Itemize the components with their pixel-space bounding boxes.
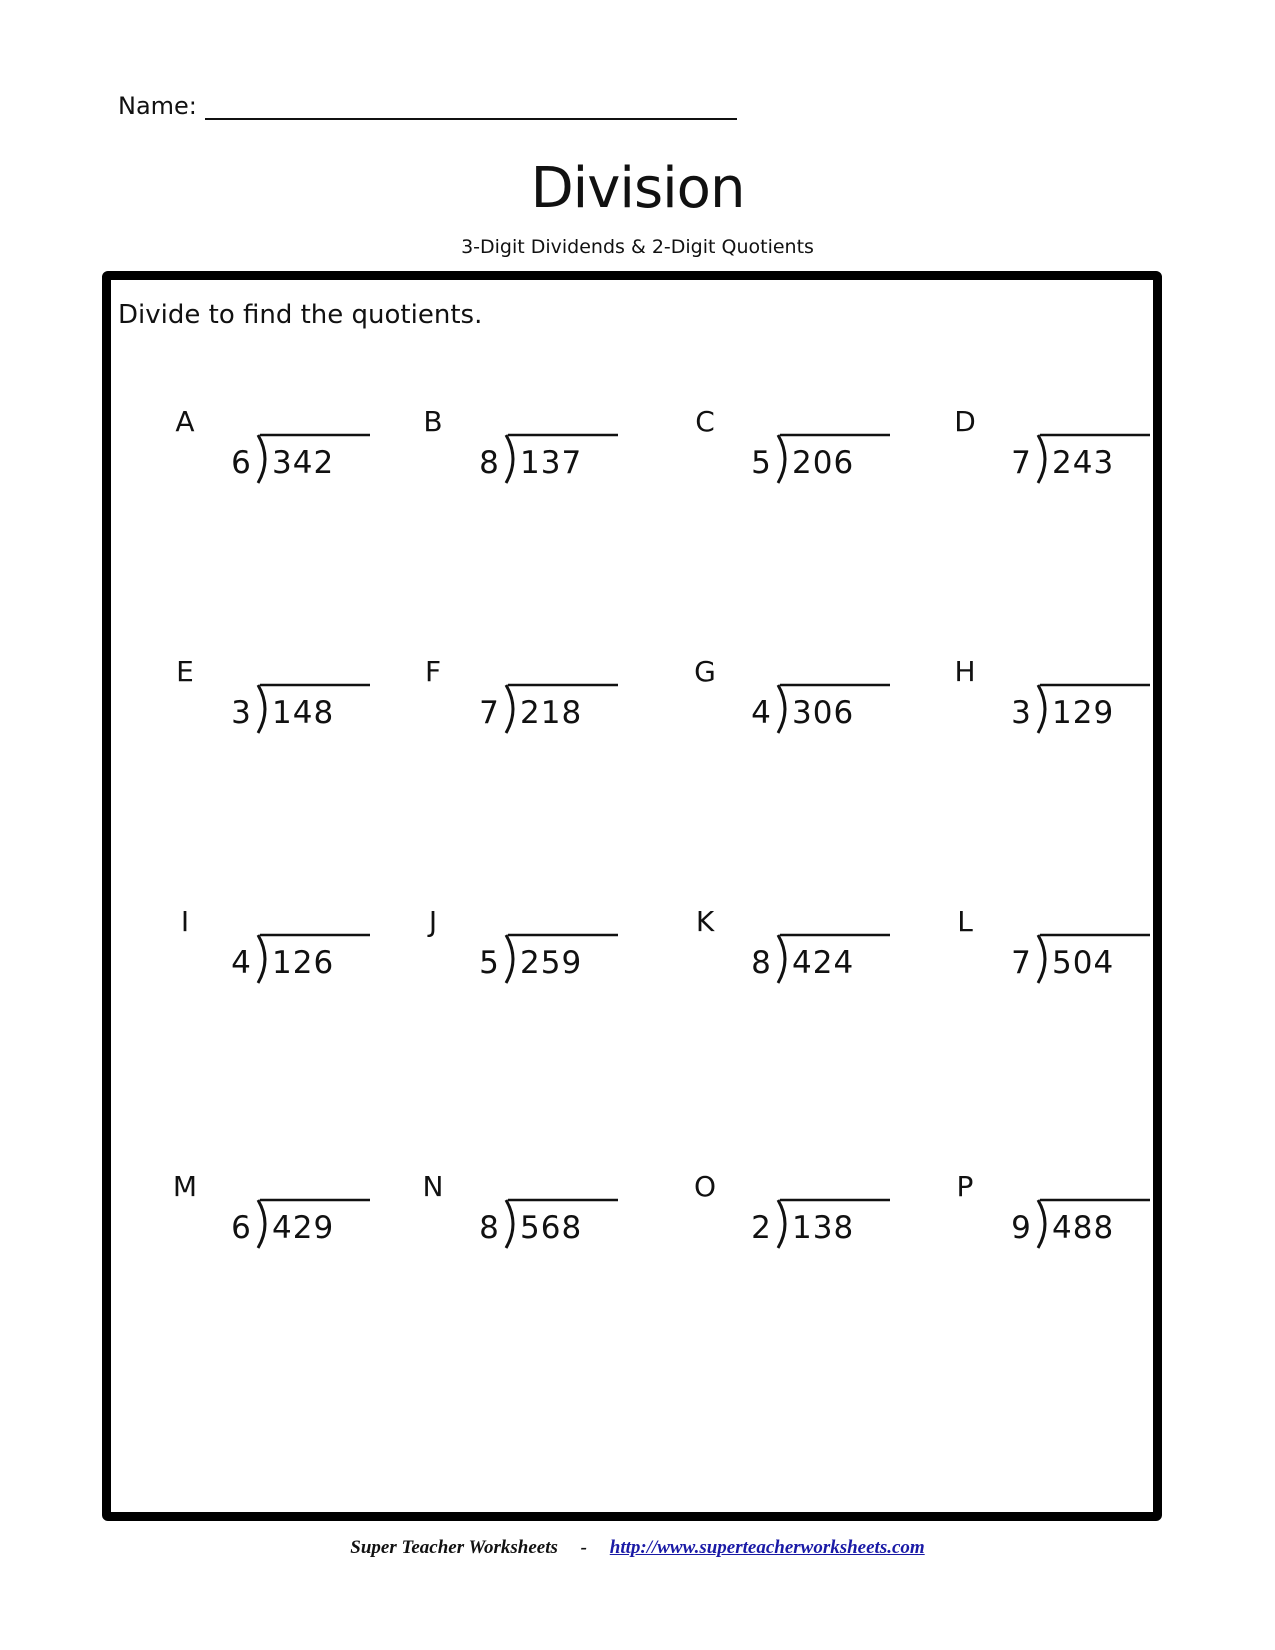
problem-letter: M (172, 1170, 198, 1203)
problem-divisor: 6 (231, 445, 251, 481)
problem-divisor: 3 (231, 695, 251, 731)
problem-item (690, 905, 930, 985)
problem-dividend: 424 (792, 945, 855, 981)
problem-letter: J (428, 905, 438, 938)
problem-item (418, 1170, 658, 1250)
problem-letter: L (957, 905, 973, 938)
problem-divisor: 7 (1011, 445, 1031, 481)
problem-divisor: 4 (231, 945, 251, 981)
problem-divisor: 4 (751, 695, 771, 731)
name-field-line[interactable] (205, 92, 737, 120)
problem-divisor: 8 (479, 445, 499, 481)
problem-item (418, 655, 658, 735)
problem-letter: N (422, 1170, 444, 1203)
problem-dividend: 148 (272, 695, 335, 731)
problem-dividend: 218 (520, 695, 583, 731)
problem-dividend: 306 (792, 695, 855, 731)
problem-letter: K (695, 905, 715, 938)
problem-letter: F (424, 655, 442, 688)
problem-letter: C (695, 405, 715, 438)
problem-letter: D (954, 405, 976, 438)
problem-dividend: 206 (792, 445, 855, 481)
footer-separator: - (580, 1537, 587, 1558)
problem-item (950, 1170, 1190, 1250)
problem-divisor: 5 (479, 945, 499, 981)
problem-letter: B (423, 405, 443, 438)
problem-item (170, 905, 410, 985)
problem-letter: I (180, 905, 190, 938)
problem-divisor: 7 (1011, 945, 1031, 981)
problem-item (950, 405, 1190, 485)
problem-divisor: 2 (751, 1210, 771, 1246)
problem-item (690, 405, 930, 485)
problem-letter: A (175, 405, 195, 438)
problem-divisor: 7 (479, 695, 499, 731)
problem-item (170, 655, 410, 735)
problem-divisor: 8 (479, 1210, 499, 1246)
problem-divisor: 6 (231, 1210, 251, 1246)
problem-dividend: 129 (1052, 695, 1115, 731)
name-row (118, 92, 737, 120)
problem-divisor: 5 (751, 445, 771, 481)
name-label: Name: (118, 92, 197, 120)
problem-letter: G (694, 655, 716, 688)
footer-link[interactable]: http://www.superteacherworksheets.com (609, 1537, 925, 1558)
problem-dividend: 126 (272, 945, 335, 981)
problem-item (170, 405, 410, 485)
problem-item (418, 905, 658, 985)
page-title: Division (530, 156, 745, 221)
problem-dividend: 568 (520, 1210, 583, 1246)
problem-dividend: 504 (1052, 945, 1115, 981)
problem-dividend: 259 (520, 945, 583, 981)
problem-letter: P (956, 1170, 974, 1203)
problem-item (418, 405, 658, 485)
problem-item (170, 1170, 410, 1250)
problem-dividend: 488 (1052, 1210, 1115, 1246)
problem-dividend: 342 (272, 445, 335, 481)
problem-letter: H (954, 655, 976, 688)
page-subtitle: 3-Digit Dividends & 2-Digit Quotients (461, 236, 814, 258)
problem-letter: E (176, 655, 194, 688)
problem-letter: O (693, 1170, 717, 1203)
problem-divisor: 3 (1011, 695, 1031, 731)
footer (0, 1537, 1275, 1559)
problem-divisor: 8 (751, 945, 771, 981)
problem-divisor: 9 (1011, 1210, 1031, 1246)
problem-dividend: 138 (792, 1210, 855, 1246)
footer-brand: Super Teacher Worksheets (350, 1537, 558, 1558)
problem-item (950, 905, 1190, 985)
problem-dividend: 243 (1052, 445, 1115, 481)
problem-dividend: 429 (272, 1210, 335, 1246)
problem-item (690, 1170, 930, 1250)
problem-item (690, 655, 930, 735)
problem-item (950, 655, 1190, 735)
instructions: Divide to find the quotients. (118, 300, 483, 330)
problem-dividend: 137 (520, 445, 583, 481)
